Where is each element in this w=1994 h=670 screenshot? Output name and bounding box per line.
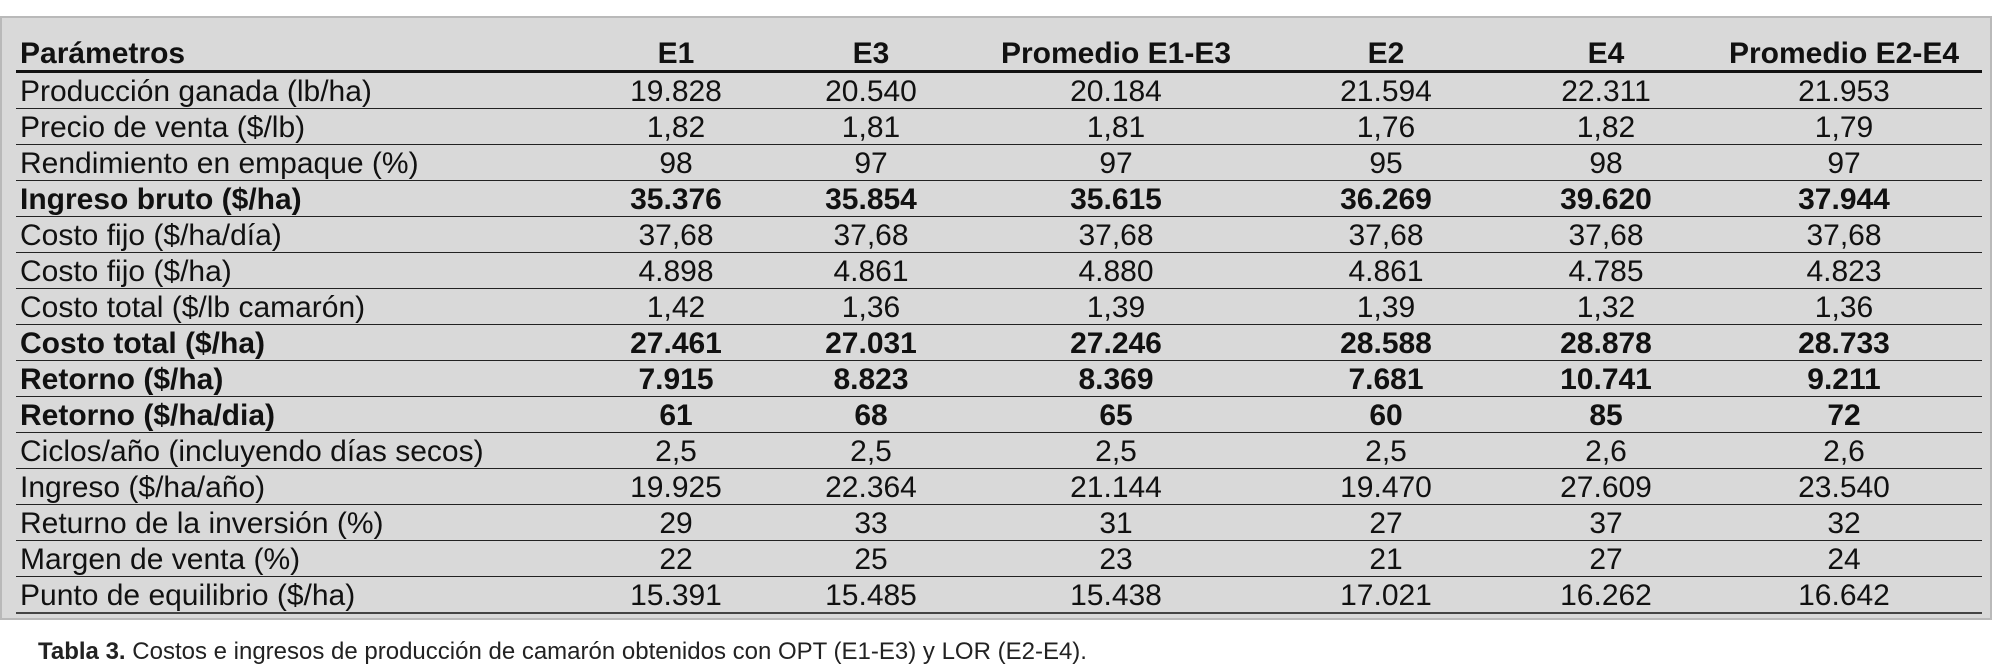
cell-value: 19.828 — [576, 72, 776, 109]
table-body — [16, 72, 1982, 614]
row-label: Margen de venta (%) — [16, 541, 576, 577]
cell-value: 39.620 — [1506, 181, 1706, 217]
row-label: Ingreso bruto ($/ha) — [16, 181, 576, 217]
cell-value: 97 — [776, 145, 966, 181]
cell-value: 29 — [576, 505, 776, 541]
cell-value: 31 — [966, 505, 1266, 541]
table-row — [16, 217, 1982, 253]
cell-value: 4.880 — [966, 253, 1266, 289]
cell-value: 2,6 — [1506, 433, 1706, 469]
cell-value: 23.540 — [1706, 469, 1982, 505]
cell-value: 4.785 — [1506, 253, 1706, 289]
cell-value: 21.144 — [966, 469, 1266, 505]
cell-value: 35.854 — [776, 181, 966, 217]
cell-value: 97 — [966, 145, 1266, 181]
cell-value: 2,5 — [1266, 433, 1506, 469]
cell-value: 1,81 — [776, 109, 966, 145]
row-label: Precio de venta ($/lb) — [16, 109, 576, 145]
row-label: Ciclos/año (incluyendo días secos) — [16, 433, 576, 469]
cell-value: 27.031 — [776, 325, 966, 361]
table-row — [16, 109, 1982, 145]
cell-value: 4.823 — [1706, 253, 1982, 289]
cell-value: 21.953 — [1706, 72, 1982, 109]
cell-value: 37.944 — [1706, 181, 1982, 217]
cell-value: 2,5 — [776, 433, 966, 469]
header-promedio-e1-e3: Promedio E1-E3 — [966, 34, 1266, 72]
table-panel — [0, 16, 1992, 620]
cell-value: 4.861 — [1266, 253, 1506, 289]
cell-value: 27 — [1506, 541, 1706, 577]
cell-value: 15.485 — [776, 577, 966, 614]
costs-table — [16, 34, 1982, 614]
cell-value: 15.391 — [576, 577, 776, 614]
cell-value: 22.311 — [1506, 72, 1706, 109]
header-e2: E2 — [1266, 34, 1506, 72]
cell-value: 2,5 — [576, 433, 776, 469]
table-row — [16, 289, 1982, 325]
cell-value: 22 — [576, 541, 776, 577]
table-row — [16, 505, 1982, 541]
cell-value: 27.461 — [576, 325, 776, 361]
table-row — [16, 433, 1982, 469]
cell-value: 68 — [776, 397, 966, 433]
table-row — [16, 361, 1982, 397]
cell-value: 1,39 — [1266, 289, 1506, 325]
header-promedio-e2-e4: Promedio E2-E4 — [1706, 34, 1982, 72]
cell-value: 2,5 — [966, 433, 1266, 469]
table-row — [16, 145, 1982, 181]
cell-value: 7.681 — [1266, 361, 1506, 397]
cell-value: 33 — [776, 505, 966, 541]
cell-value: 27.246 — [966, 325, 1266, 361]
cell-value: 2,6 — [1706, 433, 1982, 469]
table-row — [16, 325, 1982, 361]
cell-value: 27.609 — [1506, 469, 1706, 505]
table-caption — [38, 638, 1087, 666]
cell-value: 4.898 — [576, 253, 776, 289]
header-e3: E3 — [776, 34, 966, 72]
cell-value: 8.823 — [776, 361, 966, 397]
cell-value: 1,82 — [1506, 109, 1706, 145]
cell-value: 61 — [576, 397, 776, 433]
cell-value: 21.594 — [1266, 72, 1506, 109]
cell-value: 28.878 — [1506, 325, 1706, 361]
cell-value: 37,68 — [1266, 217, 1506, 253]
cell-value: 19.925 — [576, 469, 776, 505]
cell-value: 36.269 — [1266, 181, 1506, 217]
cell-value: 37 — [1506, 505, 1706, 541]
cell-value: 15.438 — [966, 577, 1266, 614]
cell-value: 22.364 — [776, 469, 966, 505]
table-row — [16, 541, 1982, 577]
cell-value: 1,82 — [576, 109, 776, 145]
cell-value: 1,32 — [1506, 289, 1706, 325]
cell-value: 85 — [1506, 397, 1706, 433]
cell-value: 37,68 — [966, 217, 1266, 253]
cell-value: 17.021 — [1266, 577, 1506, 614]
cell-value: 72 — [1706, 397, 1982, 433]
cell-value: 16.642 — [1706, 577, 1982, 614]
row-label: Punto de equilibrio ($/ha) — [16, 577, 576, 614]
row-label: Costo fijo ($/ha) — [16, 253, 576, 289]
row-label: Retorno ($/ha) — [16, 361, 576, 397]
caption-label: Tabla 3. — [38, 638, 126, 665]
cell-value: 27 — [1266, 505, 1506, 541]
cell-value: 23 — [966, 541, 1266, 577]
cell-value: 1,39 — [966, 289, 1266, 325]
header-e4: E4 — [1506, 34, 1706, 72]
cell-value: 1,79 — [1706, 109, 1982, 145]
cell-value: 24 — [1706, 541, 1982, 577]
row-label: Rendimiento en empaque (%) — [16, 145, 576, 181]
cell-value: 21 — [1266, 541, 1506, 577]
cell-value: 37,68 — [576, 217, 776, 253]
cell-value: 20.540 — [776, 72, 966, 109]
cell-value: 35.376 — [576, 181, 776, 217]
table-row — [16, 469, 1982, 505]
table-row — [16, 577, 1982, 614]
cell-value: 4.861 — [776, 253, 966, 289]
cell-value: 60 — [1266, 397, 1506, 433]
cell-value: 20.184 — [966, 72, 1266, 109]
cell-value: 65 — [966, 397, 1266, 433]
caption-text: Costos e ingresos de producción de camarón obtenidos con OPT (E1-E3) y LOR (E2-E4). — [125, 638, 1087, 665]
header-row — [16, 34, 1982, 72]
header-e1: E1 — [576, 34, 776, 72]
cell-value: 9.211 — [1706, 361, 1982, 397]
row-label: Costo fijo ($/ha/día) — [16, 217, 576, 253]
cell-value: 32 — [1706, 505, 1982, 541]
table-row — [16, 253, 1982, 289]
table-row — [16, 181, 1982, 217]
cell-value: 1,42 — [576, 289, 776, 325]
row-label: Retorno ($/ha/dia) — [16, 397, 576, 433]
row-label: Returno de la inversión (%) — [16, 505, 576, 541]
cell-value: 16.262 — [1506, 577, 1706, 614]
row-label: Producción ganada (lb/ha) — [16, 72, 576, 109]
cell-value: 25 — [776, 541, 966, 577]
cell-value: 7.915 — [576, 361, 776, 397]
row-label: Costo total ($/lb camarón) — [16, 289, 576, 325]
row-label: Ingreso ($/ha/año) — [16, 469, 576, 505]
cell-value: 8.369 — [966, 361, 1266, 397]
cell-value: 37,68 — [776, 217, 966, 253]
cell-value: 1,76 — [1266, 109, 1506, 145]
cell-value: 95 — [1266, 145, 1506, 181]
header-parametros: Parámetros — [16, 34, 576, 72]
cell-value: 1,36 — [1706, 289, 1982, 325]
cell-value: 1,81 — [966, 109, 1266, 145]
cell-value: 37,68 — [1706, 217, 1982, 253]
row-label: Costo total ($/ha) — [16, 325, 576, 361]
cell-value: 97 — [1706, 145, 1982, 181]
cell-value: 28.733 — [1706, 325, 1982, 361]
cell-value: 28.588 — [1266, 325, 1506, 361]
cell-value: 37,68 — [1506, 217, 1706, 253]
cell-value: 10.741 — [1506, 361, 1706, 397]
cell-value: 19.470 — [1266, 469, 1506, 505]
cell-value: 35.615 — [966, 181, 1266, 217]
table-row — [16, 72, 1982, 109]
cell-value: 1,36 — [776, 289, 966, 325]
table-row — [16, 397, 1982, 433]
cell-value: 98 — [1506, 145, 1706, 181]
cell-value: 98 — [576, 145, 776, 181]
